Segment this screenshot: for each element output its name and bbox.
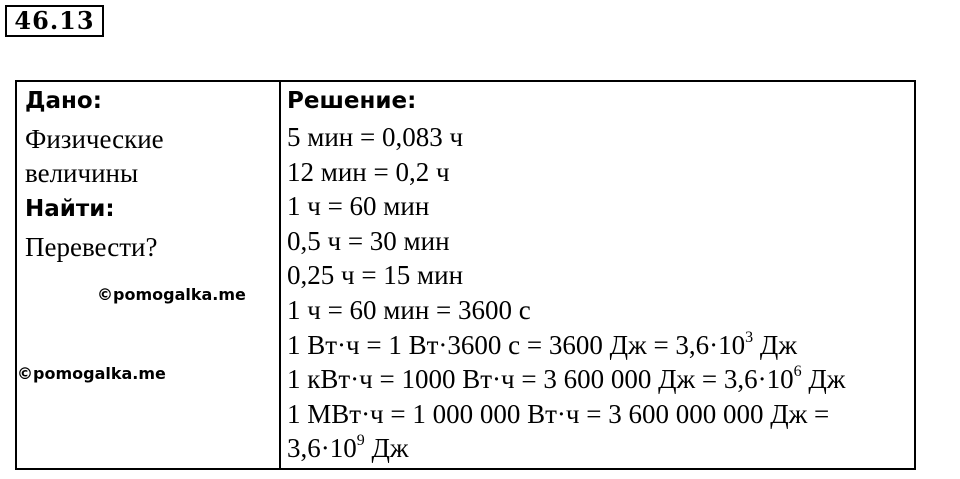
given-text-line2: величины: [25, 158, 139, 188]
solution-table: [15, 80, 916, 470]
watermark: ©pomogalka.me: [17, 364, 166, 383]
solution-line: 0,25 ч = 15 мин: [287, 260, 464, 291]
given-text-line1: Физические: [25, 124, 164, 154]
solution-line: 1 ч = 60 мин: [287, 191, 430, 222]
watermark: ©pomogalka.me: [97, 285, 246, 304]
exponent: 3: [745, 328, 754, 346]
solution-line: 0,5 ч = 30 мин: [287, 225, 450, 256]
line-text: 1 кВт·ч = 1000 Вт·ч = 3 600 000 Дж = 3,6·10: [287, 364, 794, 395]
line-text: Дж: [801, 364, 846, 395]
exponent: 9: [356, 432, 365, 450]
solution-line: [287, 431, 912, 466]
solution-line: [287, 328, 912, 363]
solution-heading: Решение:: [287, 88, 417, 114]
line-text: 1 Вт·ч = 1 Вт·3600 с = 3600 Дж = 3,6·10: [287, 329, 746, 360]
solution-line: 1 МВт·ч = 1 000 000 Вт·ч = 3 600 000 000 Дж =: [287, 398, 830, 429]
find-heading: Найти:: [25, 196, 115, 222]
column-divider: [279, 82, 281, 468]
solution-line: 12 мин = 0,2 ч: [287, 156, 450, 187]
solution-column: [287, 84, 912, 466]
given-column: [25, 84, 275, 264]
solution-line: [287, 362, 912, 397]
given-heading: Дано:: [25, 88, 102, 114]
line-text: Дж: [753, 329, 797, 360]
line-text: 3,6·10: [287, 433, 357, 464]
problem-number: 46.13: [5, 5, 104, 37]
solution-line: 1 ч = 60 мин = 3600 с: [287, 294, 531, 325]
line-text: Дж: [364, 433, 409, 464]
solution-line: 5 мин = 0,083 ч: [287, 122, 464, 152]
exponent: 6: [793, 363, 802, 381]
find-text: Перевести?: [25, 232, 158, 262]
